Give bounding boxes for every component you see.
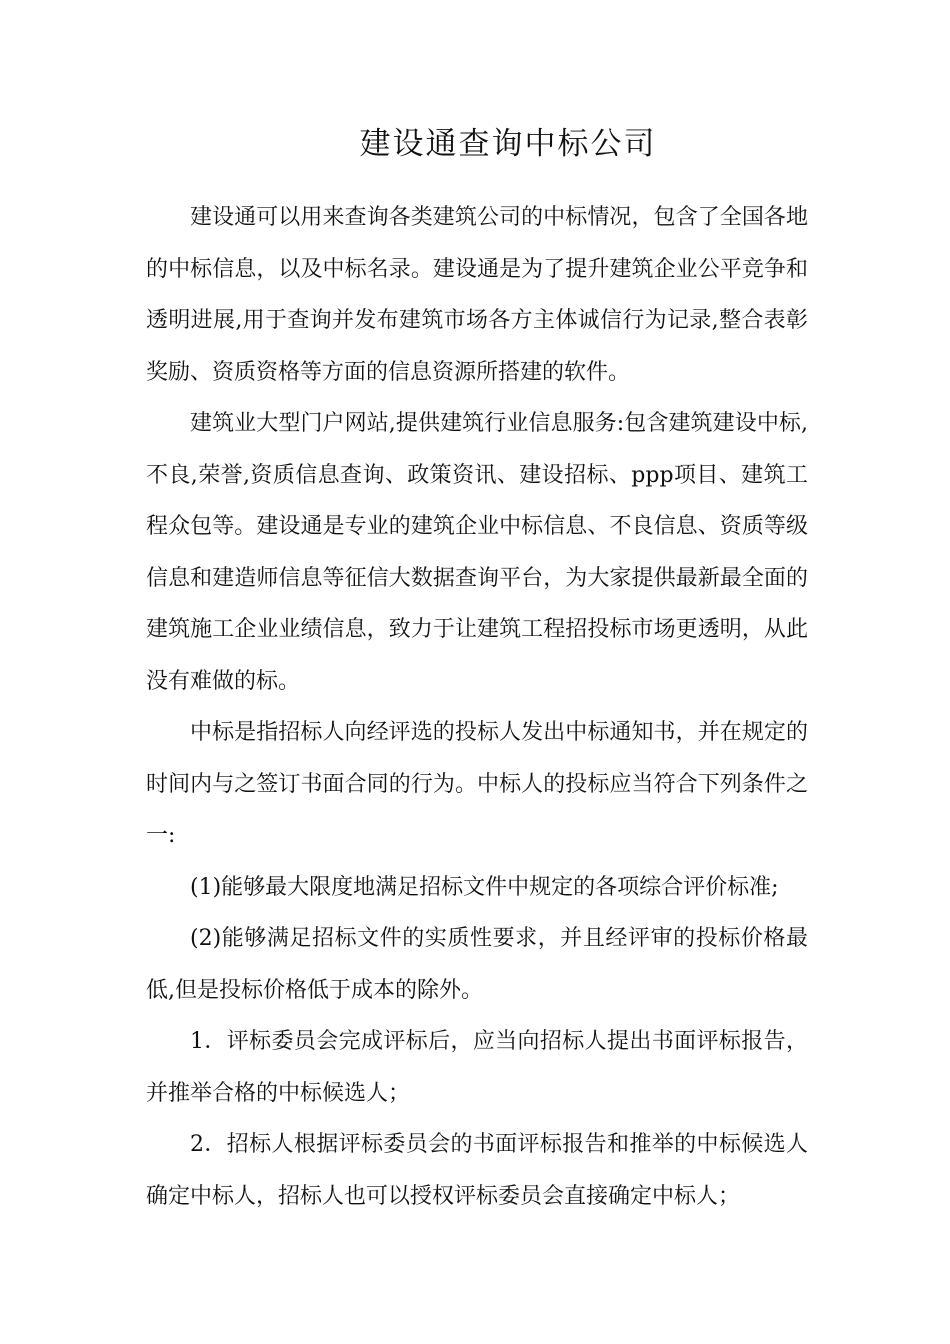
paragraph-condition-1: (1)能够最大限度地满足招标文件中规定的各项综合评价标准; [190, 874, 779, 900]
paragraph-definition: 中标是指招标人向经评选的投标人发出中标通知书，并在规定的时间内与之签订书面合同的行为。中标人的投标应当符合下列条件之一: [146, 720, 808, 848]
paragraph-intro: 建设通可以用来查询各类建筑公司的中标情况，包含了全国各地的中标信息，以及中标名录。建设通是为了提升建筑企业公平竞争和透明进展,用于查询并发布建筑市场各方主体诚信行为记录,整合表彰奖励、资质资格等方面的信息资源所搭建的软件。 [146, 205, 808, 385]
paragraph-step-2: 2．招标人根据评标委员会的书面评标报告和推举的中标候选人确定中标人，招标人也可以授权评标委员会直接确定中标人； [146, 1132, 808, 1209]
paragraph-step-1: 1．评标委员会完成评标后，应当向招标人提出书面评标报告，并推举合格的中标候选人； [146, 1029, 808, 1106]
paragraph-condition-2: (2)能够满足招标文件的实质性要求，并且经评审的投标价格最低,但是投标价格低于成本的除外。 [146, 926, 808, 1003]
document-body [146, 192, 808, 1222]
paragraph-portal: 建筑业大型门户网站,提供建筑行业信息服务:包含建筑建设中标,不良,荣誉,资质信息查询、政策资讯、建设招标、ppp项目、建筑工程众包等。建设通是专业的建筑企业中标信息、不良信息、资质等级信息和建造师信息等征信大数据查询平台，为大家提供最新最全面的建筑施工企业业绩信息，致力于让建筑工程招投标市场更透明，从此没有难做的标。 [146, 411, 808, 694]
document-title: 建设通查询中标公司 [359, 126, 657, 162]
